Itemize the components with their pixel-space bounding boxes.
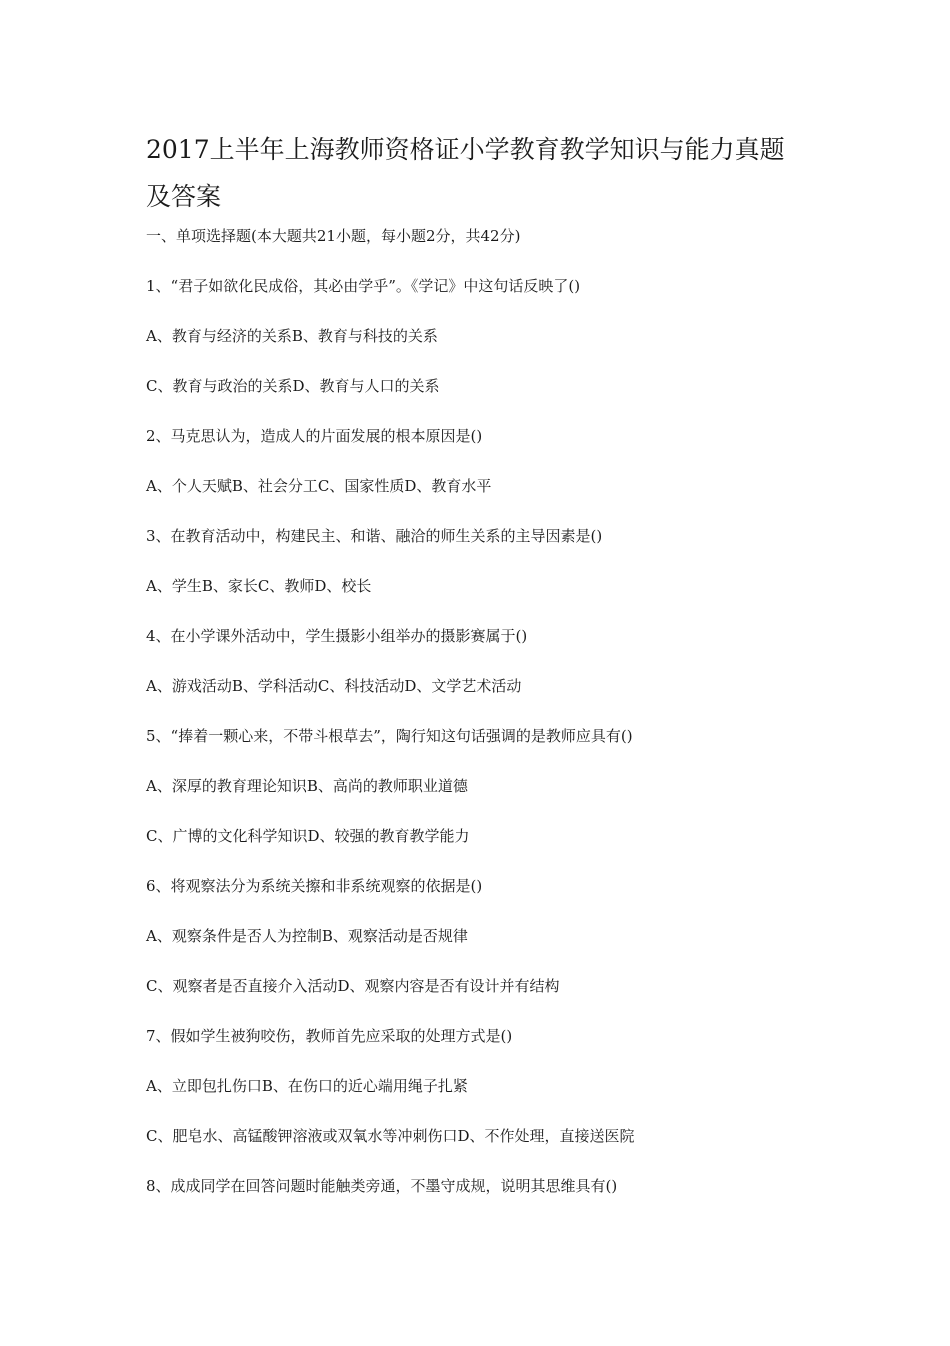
question-8: 8、成成同学在回答问题时能触类旁通，不墨守成规，说明其思维具有() <box>146 1177 618 1195</box>
question-1-options-ab: A、教育与经济的关系B、教育与科技的关系 <box>146 327 438 345</box>
question-5: 5、“捧着一颗心来，不带斗根草去”，陶行知这句话强调的是教师应具有() <box>146 727 633 745</box>
question-5-options-cd: C、广博的文化科学知识D、较强的教育教学能力 <box>146 827 470 845</box>
question-6-options-ab: A、观察条件是否人为控制B、观察活动是否规律 <box>146 927 468 945</box>
question-6: 6、将观察法分为系统关擦和非系统观察的依据是() <box>146 877 483 895</box>
question-7-options-cd: C、肥皂水、高锰酸钾溶液或双氧水等冲刺伤口D、不作处理，直接送医院 <box>146 1127 635 1145</box>
question-4: 4、在小学课外活动中，学生摄影小组举办的摄影赛属于() <box>146 627 528 645</box>
question-2-options: A、个人天赋B、社会分工C、国家性质D、教育水平 <box>146 477 492 495</box>
question-3-options: A、学生B、家长C、教师D、校长 <box>146 577 372 595</box>
document-title: 2017上半年上海教师资格证小学教育教学知识与能力真题 <box>146 135 785 164</box>
question-1: 1、“君子如欲化民成俗，其必由学乎”。《学记》中这句话反映了() <box>146 277 581 295</box>
question-7-options-ab: A、立即包扎伤口B、在伤口的近心端用绳子扎紧 <box>146 1077 468 1095</box>
document-title-continued: 及答案 <box>146 182 222 211</box>
question-4-options: A、游戏活动B、学科活动C、科技活动D、文学艺术活动 <box>146 677 522 695</box>
section-heading: 一、单项选择题(本大题共21小题，每小题2分，共42分) <box>146 227 521 245</box>
question-6-options-cd: C、观察者是否直接介入活动D、观察内容是否有设计并有结构 <box>146 977 560 995</box>
question-2: 2、马克思认为，造成人的片面发展的根本原因是() <box>146 427 483 445</box>
question-1-options-cd: C、教育与政治的关系D、教育与人口的关系 <box>146 377 440 395</box>
question-5-options-ab: A、深厚的教育理论知识B、高尚的教师职业道德 <box>146 777 468 795</box>
question-3: 3、在教育活动中，构建民主、和谐、融洽的师生关系的主导因素是() <box>146 527 603 545</box>
question-7: 7、假如学生被狗咬伤，教师首先应采取的处理方式是() <box>146 1027 513 1045</box>
